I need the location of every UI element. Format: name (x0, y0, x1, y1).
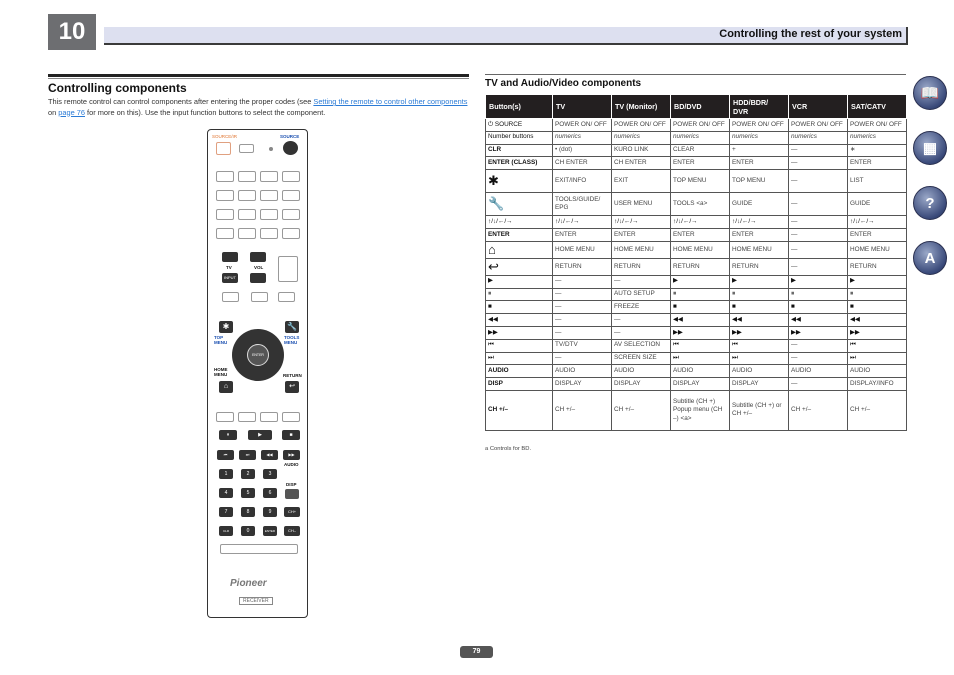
remote-button (282, 412, 300, 422)
button-name-cell: Number buttons (486, 131, 553, 144)
function-cell: CH ENTER (553, 157, 612, 170)
input-function-button (260, 228, 278, 239)
function-cell: TOP MENU (730, 170, 789, 193)
input-function-button (238, 209, 256, 220)
function-cell: — (612, 314, 671, 327)
button-name-cell: ⏮ (486, 339, 553, 352)
table-row (486, 326, 907, 339)
function-cell: DISPLAY (553, 378, 612, 391)
table-section-title: TV and Audio/Video components (485, 78, 642, 89)
function-cell: — (789, 193, 848, 216)
function-cell: RETURN (553, 258, 612, 275)
function-cell: numerics (789, 131, 848, 144)
ch-minus-button: CH– (284, 526, 300, 536)
button-name-cell: ENTER (486, 228, 553, 241)
table-row (486, 241, 907, 258)
function-cell: — (553, 314, 612, 327)
table-row (486, 258, 907, 275)
number-key: 4 (219, 488, 233, 498)
function-cell: DISPLAY (612, 378, 671, 391)
table-section-rule (485, 74, 906, 75)
intro-text: for more on this). Use the input function buttons to select the component. (85, 107, 326, 117)
function-cell: ⏸ (671, 288, 730, 301)
remote-label-disp: DISP (286, 482, 297, 487)
function-cell: ◀◀ (730, 314, 789, 327)
table-row (486, 193, 907, 216)
function-cell: CH +/– (789, 390, 848, 430)
intro-text: This remote control can control components after entering the proper codes (see (48, 97, 314, 106)
next-button: ⏭ (239, 450, 256, 460)
led-indicator (269, 147, 273, 151)
number-key: 0 (241, 526, 255, 536)
function-cell: — (553, 352, 612, 365)
table-row (486, 170, 907, 193)
function-cell: • (dot) (553, 144, 612, 157)
function-cell: HOME MENU (848, 241, 907, 258)
function-cell: POWER ON/ OFF (553, 119, 612, 132)
volume-up-button (250, 252, 266, 262)
table-header-cell: TV (553, 95, 612, 119)
table-row (486, 216, 907, 229)
function-cell: ▶▶ (730, 326, 789, 339)
function-cell: ENTER (848, 228, 907, 241)
function-cell: ⏭ (671, 352, 730, 365)
number-key: CLR (219, 526, 233, 536)
function-cell: — (789, 241, 848, 258)
section-rule-thin (48, 78, 469, 79)
function-cell: — (789, 258, 848, 275)
function-cell: ▶ (848, 275, 907, 288)
table-header-cell: VCR (789, 95, 848, 119)
function-cell: — (612, 275, 671, 288)
function-cell: ↑/↓/←/→ (848, 216, 907, 229)
input-function-button (216, 190, 234, 201)
function-cell: AUDIO (553, 365, 612, 378)
function-cell: ◀◀ (848, 314, 907, 327)
function-cell: EXIT (612, 170, 671, 193)
function-cell: ⏭ (848, 352, 907, 365)
table-row (486, 228, 907, 241)
function-cell: — (553, 301, 612, 314)
table-row (486, 365, 907, 378)
function-cell: + (730, 144, 789, 157)
remote-label-audio: AUDIO (284, 462, 299, 467)
number-key: 3 (263, 469, 277, 479)
function-cell: RETURN (671, 258, 730, 275)
function-cell: HOME MENU (553, 241, 612, 258)
table-header-cell: HDD/BDR/ DVR (730, 95, 789, 119)
input-function-button (282, 190, 300, 201)
table-header-cell: Button(s) (486, 95, 553, 119)
function-cell: ■ (789, 301, 848, 314)
function-cell: EXIT/INFO (553, 170, 612, 193)
button-name-cell: ✱ (486, 170, 553, 193)
input-function-button (216, 209, 234, 220)
function-cell: numerics (612, 131, 671, 144)
manual-book-icon[interactable]: 📖 (913, 76, 947, 110)
function-cell: POWER ON/ OFF (612, 119, 671, 132)
page-number: 79 (460, 646, 493, 658)
function-cell: CH +/– (553, 390, 612, 430)
top-menu-button: ✱ (219, 321, 233, 333)
function-cell: ▶▶ (789, 326, 848, 339)
function-cell: AUDIO (671, 365, 730, 378)
ch-plus-button: CH+ (284, 507, 300, 517)
function-cell: HOME MENU (671, 241, 730, 258)
function-cell: LIST (848, 170, 907, 193)
table-row (486, 352, 907, 365)
function-cell: ENTER (671, 228, 730, 241)
input-function-button (282, 171, 300, 182)
number-key: 1 (219, 469, 233, 479)
header-rule (104, 43, 908, 45)
glossary-icon[interactable]: A (913, 241, 947, 275)
remote-button (239, 144, 254, 153)
function-cell: USER MENU (612, 193, 671, 216)
function-cell: RETURN (730, 258, 789, 275)
function-cell: ▶ (789, 275, 848, 288)
model-label: RECEIVER (239, 597, 273, 605)
number-key: 6 (263, 488, 277, 498)
function-cell: TOP MENU (671, 170, 730, 193)
function-cell: — (612, 326, 671, 339)
function-cell: numerics (671, 131, 730, 144)
table-row (486, 339, 907, 352)
function-cell: ↑/↓/←/→ (553, 216, 612, 229)
function-cell: ⏸ (789, 288, 848, 301)
function-cell: FREEZE (612, 301, 671, 314)
function-cell: ▶ (671, 275, 730, 288)
number-key: 2 (241, 469, 255, 479)
function-cell: ◀◀ (671, 314, 730, 327)
function-cell: ■ (848, 301, 907, 314)
button-name-cell: ▶▶ (486, 326, 553, 339)
function-cell: POWER ON/ OFF (789, 119, 848, 132)
function-cell: — (789, 339, 848, 352)
button-name-cell: ◀◀ (486, 314, 553, 327)
table-header-row (486, 95, 907, 119)
function-cell: AUDIO (612, 365, 671, 378)
number-key: 8 (241, 507, 255, 517)
function-cell: HOME MENU (730, 241, 789, 258)
button-name-cell: ↩ (486, 258, 553, 275)
function-cell: ⏮ (671, 339, 730, 352)
function-cell: numerics (730, 131, 789, 144)
function-cell: CLEAR (671, 144, 730, 157)
function-cell: ⏸ (730, 288, 789, 301)
button-name-cell: 🔧 (486, 193, 553, 216)
input-function-button (260, 209, 278, 220)
button-name-cell: CLR (486, 144, 553, 157)
input-function-button (282, 209, 300, 220)
table-row (486, 314, 907, 327)
home-menu-button: ⌂ (219, 381, 233, 393)
button-name-cell: ■ (486, 301, 553, 314)
remote-label-top-menu: TOP MENU (214, 335, 228, 345)
table-header-cell: BD/DVD (671, 95, 730, 119)
function-cell: DISPLAY/INFO (848, 378, 907, 391)
function-cell: ⏸ (848, 288, 907, 301)
volume-down-button (250, 273, 266, 283)
function-cell: — (789, 228, 848, 241)
function-cell: HOME MENU (612, 241, 671, 258)
function-cell: AUTO SETUP (612, 288, 671, 301)
input-function-button (216, 171, 234, 182)
section-title: Controlling components (48, 81, 187, 95)
intro-paragraph (48, 97, 468, 118)
button-name-cell: ⏻ SOURCE (486, 119, 553, 132)
number-key: 7 (219, 507, 233, 517)
table-row (486, 390, 907, 430)
function-cell: ■ (671, 301, 730, 314)
remote-label-source: SOURCE (280, 134, 300, 139)
function-cell: — (553, 288, 612, 301)
function-cell: ▶ (730, 275, 789, 288)
stop-button: ■ (282, 430, 300, 440)
source-power-button (283, 141, 298, 155)
function-cell: — (789, 216, 848, 229)
button-name-cell: CH +/– (486, 390, 553, 430)
function-cell: — (789, 170, 848, 193)
button-name-cell: ⏭ (486, 352, 553, 365)
function-cell: numerics (553, 131, 612, 144)
function-cell: numerics (848, 131, 907, 144)
table-row (486, 157, 907, 170)
remote-label-tv: TV (226, 265, 232, 270)
function-cell: — (789, 144, 848, 157)
table-header-cell: TV (Monitor) (612, 95, 671, 119)
remote-button (222, 292, 239, 302)
remote-control-illustration (207, 129, 308, 618)
function-cell: ↑/↓/←/→ (612, 216, 671, 229)
function-cell: SCREEN SIZE (612, 352, 671, 365)
function-cell: POWER ON/ OFF (730, 119, 789, 132)
link-setting-remote[interactable]: Setting the remote to control other components (313, 97, 468, 106)
function-cell: Subtitle (CH +) Popup menu (CH –) <a> (671, 390, 730, 430)
function-cell: GUIDE (848, 193, 907, 216)
remote-control-icon[interactable]: ▦ (913, 131, 947, 165)
table-row (486, 288, 907, 301)
function-cell: AUDIO (730, 365, 789, 378)
button-name-cell: DISP (486, 378, 553, 391)
table-body (486, 119, 907, 431)
button-name-cell: ⌂ (486, 241, 553, 258)
play-button: ▶ (248, 430, 272, 440)
function-cell: RETURN (612, 258, 671, 275)
input-function-button (238, 190, 256, 201)
remote-button (260, 412, 278, 422)
brand-logo: Pioneer (230, 578, 267, 589)
pause-button: ⏸ (219, 430, 237, 440)
remote-label-tools-menu: TOOLS MENU (284, 335, 300, 345)
enter-button: ENTER (247, 344, 269, 366)
function-cell: GUIDE (730, 193, 789, 216)
remote-label-vol: VOL (254, 265, 264, 270)
input-function-button (282, 228, 300, 239)
function-cell: AV SELECTION (612, 339, 671, 352)
function-cell: — (789, 352, 848, 365)
function-cell: ENTER (671, 157, 730, 170)
table-row (486, 144, 907, 157)
remote-button (278, 256, 298, 282)
table-row (486, 275, 907, 288)
remote-label-home-menu: HOME MENU (214, 367, 228, 377)
footnote: a Controls for BD. (485, 446, 532, 452)
function-cell: ▶▶ (671, 326, 730, 339)
button-name-cell: ⏸ (486, 288, 553, 301)
function-cell: ENTER (730, 228, 789, 241)
previous-button: ⏮ (217, 450, 234, 460)
function-cell: ⏭ (730, 352, 789, 365)
fast-forward-button: ▶▶ (283, 450, 300, 460)
function-cell: TOOLS <a> (671, 193, 730, 216)
question-icon[interactable]: ? (913, 186, 947, 220)
component-control-table (485, 94, 907, 431)
table-row (486, 131, 907, 144)
receiver-power-button (216, 142, 231, 155)
function-cell: ∗ (848, 144, 907, 157)
function-cell: CH ENTER (612, 157, 671, 170)
function-cell: ENTER (848, 157, 907, 170)
function-cell: ■ (730, 301, 789, 314)
function-cell: CH +/– (848, 390, 907, 430)
function-cell: ⏮ (848, 339, 907, 352)
function-cell: — (553, 275, 612, 288)
remote-button (278, 292, 295, 302)
input-function-button (260, 171, 278, 182)
chapter-number: 10 (48, 14, 96, 50)
section-rule (48, 74, 469, 77)
disp-button (285, 489, 299, 499)
function-cell: ENTER (553, 228, 612, 241)
number-key: 9 (263, 507, 277, 517)
input-function-button (238, 228, 256, 239)
function-cell: ENTER (612, 228, 671, 241)
function-cell: DISPLAY (671, 378, 730, 391)
intro-text: on (48, 107, 59, 117)
function-cell: ⏮ (730, 339, 789, 352)
remote-button (238, 412, 256, 422)
input-function-button (216, 228, 234, 239)
remote-label-ir: SOURCE/IR (212, 134, 238, 139)
button-name-cell: ENTER (CLASS) (486, 157, 553, 170)
function-cell: DISPLAY (730, 378, 789, 391)
remote-bottom-bar (220, 544, 298, 554)
input-function-button (238, 171, 256, 182)
function-cell: — (789, 157, 848, 170)
function-cell: Subtitle (CH +) or CH +/– (730, 390, 789, 430)
function-cell: — (789, 378, 848, 391)
function-cell: ▶▶ (848, 326, 907, 339)
function-cell: KURO LINK (612, 144, 671, 157)
function-cell: CH +/– (612, 390, 671, 430)
function-cell: — (553, 326, 612, 339)
function-cell: AUDIO (789, 365, 848, 378)
number-key: ENTER (263, 526, 277, 536)
return-button: ↩ (285, 381, 299, 393)
table-header-cell: SAT/CATV (848, 95, 907, 119)
tools-menu-button: 🔧 (285, 321, 299, 333)
table-row (486, 119, 907, 132)
number-key: 5 (241, 488, 255, 498)
input-button: INPUT (222, 273, 238, 283)
function-cell: ENTER (730, 157, 789, 170)
function-cell: ◀◀ (789, 314, 848, 327)
rewind-button: ◀◀ (261, 450, 278, 460)
remote-button (216, 412, 234, 422)
function-cell: TV/DTV (553, 339, 612, 352)
function-cell: TOOLS/GUIDE/ EPG (553, 193, 612, 216)
remote-button (251, 292, 268, 302)
function-cell: POWER ON/ OFF (848, 119, 907, 132)
remote-label-return: RETURN (283, 373, 302, 378)
function-cell: RETURN (848, 258, 907, 275)
input-function-button (260, 190, 278, 201)
table-row (486, 378, 907, 391)
link-page-76[interactable]: page 76 (58, 107, 85, 117)
function-cell: AUDIO (848, 365, 907, 378)
button-name-cell: ▶ (486, 275, 553, 288)
table-row (486, 301, 907, 314)
function-cell: POWER ON/ OFF (671, 119, 730, 132)
tv-power-button (222, 252, 238, 262)
page-title: Controlling the rest of your system (719, 28, 902, 40)
button-name-cell: ↑/↓/←/→ (486, 216, 553, 229)
button-name-cell: AUDIO (486, 365, 553, 378)
function-cell: ↑/↓/←/→ (730, 216, 789, 229)
function-cell: ↑/↓/←/→ (671, 216, 730, 229)
